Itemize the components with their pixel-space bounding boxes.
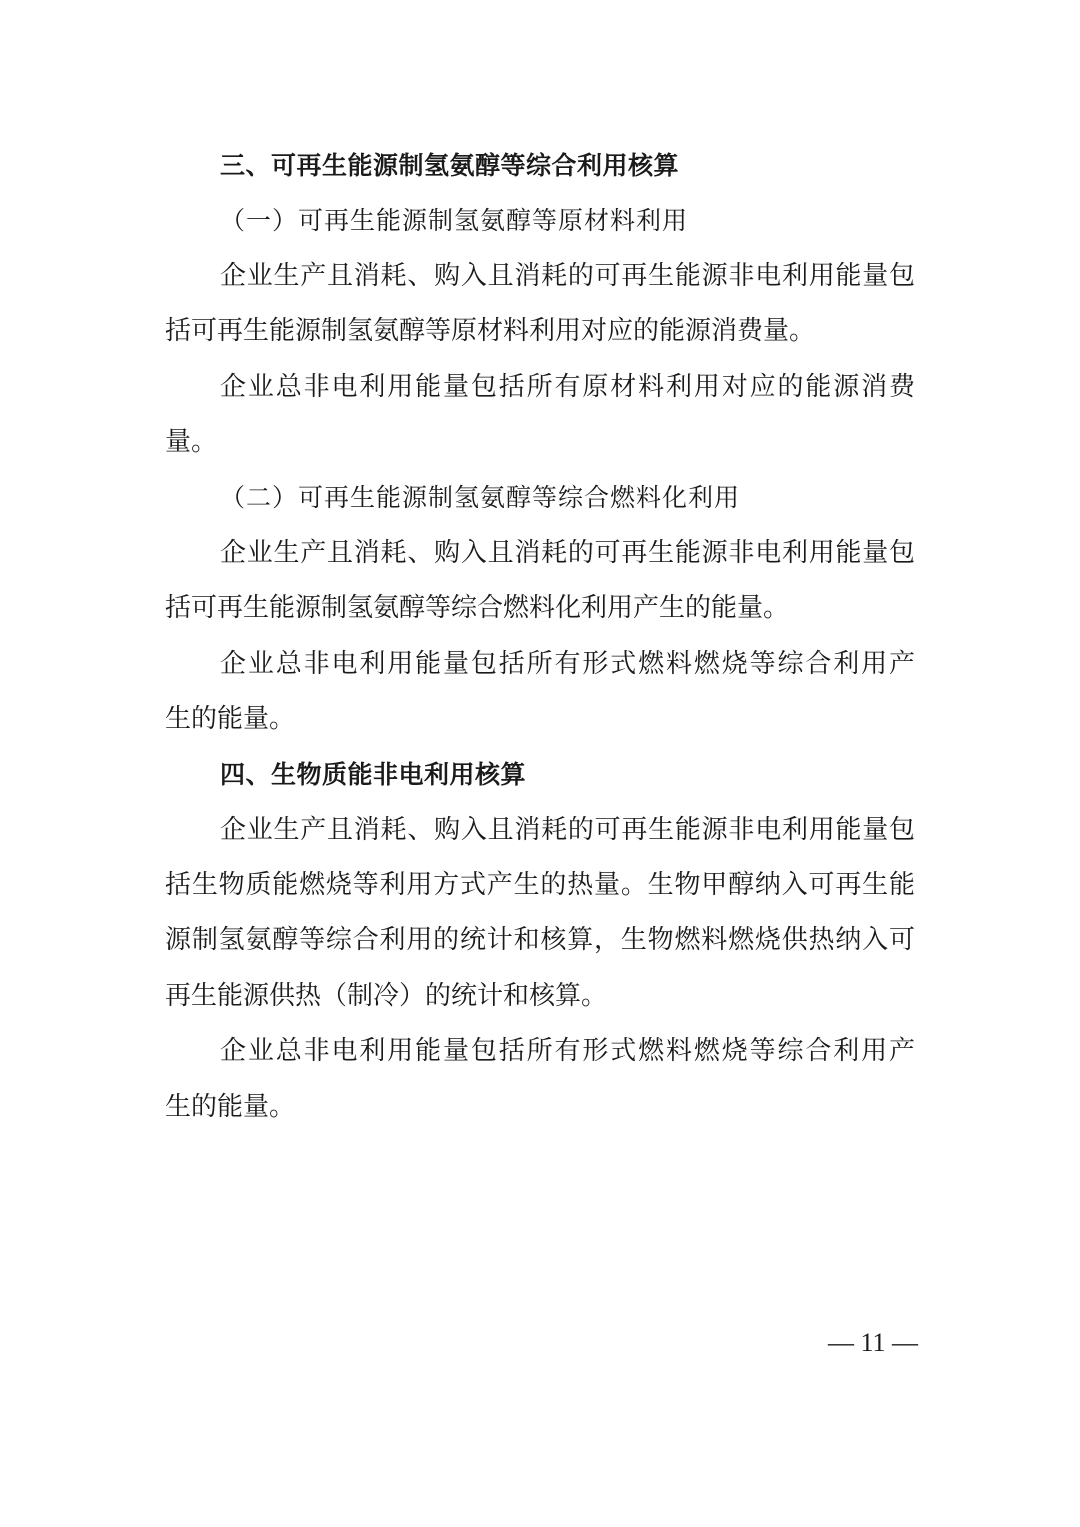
paragraph-line: 生的能量。 [165,1091,296,1122]
paragraph [165,360,915,471]
paragraph [165,637,915,748]
page-number: — 11 — [827,1328,918,1357]
paragraph-line: 企业总非电利用能量包括所有形式燃料燃烧等综合利用产 [220,648,915,679]
paragraph [165,526,915,637]
subsection-heading-fuel-use: （二）可再生能源制氢氨醇等综合燃料化利用 [220,483,741,513]
paragraph [165,249,915,360]
section-heading-renewable-hydrogen-ammonia-methanol: 三、可再生能源制氢氨醇等综合利用核算 [220,151,680,180]
paragraph-line: 括可再生能源制氢氨醇等综合燃料化利用产生的能量。 [165,593,790,624]
paragraph-line: 企业生产且消耗、购入且消耗的可再生能源非电利用能量包 [220,260,915,291]
paragraph-line: 企业总非电利用能量包括所有形式燃料燃烧等综合利用产 [220,1036,915,1067]
paragraph-line: 企业总非电利用能量包括所有原材料利用对应的能源消费 [220,371,915,402]
paragraph-line: 量。 [165,426,218,457]
section-heading-biomass-non-electric: 四、生物质能非电利用核算 [220,760,527,790]
paragraph-line: 括生物质能燃烧等利用方式产生的热量。生物甲醇纳入可再生能 [165,870,915,901]
paragraph-line: 生的能量。 [165,703,296,734]
document-body [165,138,915,1135]
paragraph [165,803,915,1025]
subsection-heading-raw-material-use: （一）可再生能源制氢氨醇等原材料利用 [220,206,689,236]
paragraph-line: 括可再生能源制氢氨醇等原材料利用对应的能源消费量。 [165,316,816,347]
paragraph-line: 再生能源供热（制冷）的统计和核算。 [165,980,608,1011]
paragraph [165,1024,915,1135]
paragraph-line: 企业生产且消耗、购入且消耗的可再生能源非电利用能量包 [220,537,915,568]
paragraph-line: 企业生产且消耗、购入且消耗的可再生能源非电利用能量包 [220,814,915,845]
paragraph-line: 源制氢氨醇等综合利用的统计和核算，生物燃料燃烧供热纳入可 [165,925,915,956]
